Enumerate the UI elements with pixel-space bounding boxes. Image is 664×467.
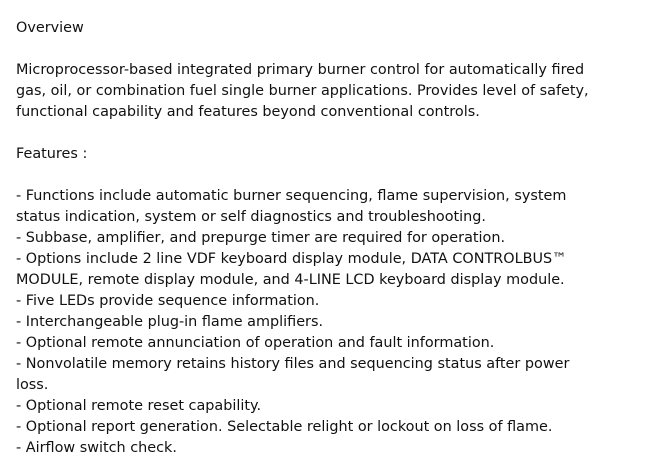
feature-item [16,249,656,291]
feature-item [16,228,656,249]
overview-line: gas, oil, or combination fuel single burner applications. Provides level of safety, [16,83,589,99]
feature-line: - Functions include automatic burner sequencing, flame supervision, system [16,188,567,204]
overview-line: Microprocessor-based integrated primary burner control for automatically fired [16,62,585,78]
feature-line: - Nonvolatile memory retains history files and sequencing status after power [16,356,570,372]
feature-item [16,333,656,354]
feature-item [16,438,656,459]
feature-line: loss. [16,377,49,393]
feature-line: - Airflow switch check. [16,440,177,456]
feature-item [16,354,656,396]
feature-line: - Optional remote reset capability. [16,398,262,414]
feature-item [16,186,656,228]
features-heading: Features : [16,146,88,162]
spacer [16,39,656,60]
spacer [16,165,656,186]
overview-heading: Overview [16,20,84,36]
feature-line: - Optional report generation. Selectable relight or lockout on loss of flame. [16,419,553,435]
feature-line: - Interchangeable plug-in flame amplifiers. [16,314,324,330]
feature-line: status indication, system or self diagnostics and troubleshooting. [16,209,487,225]
feature-item [16,291,656,312]
feature-line: - Five LEDs provide sequence information. [16,293,320,309]
feature-line: - Subbase, amplifier, and prepurge timer are required for operation. [16,230,506,246]
feature-item [16,312,656,333]
overview-line: functional capability and features beyond conventional controls. [16,104,480,120]
product-description [16,18,656,459]
feature-line: MODULE, remote display module, and 4-LINE LCD keyboard display module. [16,272,565,288]
spacer [16,123,656,144]
feature-item [16,417,656,438]
feature-item [16,396,656,417]
features-list [16,186,656,459]
feature-line: - Options include 2 line VDF keyboard display module, DATA CONTROLBUS™ [16,251,567,267]
feature-line: - Optional remote annunciation of operation and fault information. [16,335,495,351]
